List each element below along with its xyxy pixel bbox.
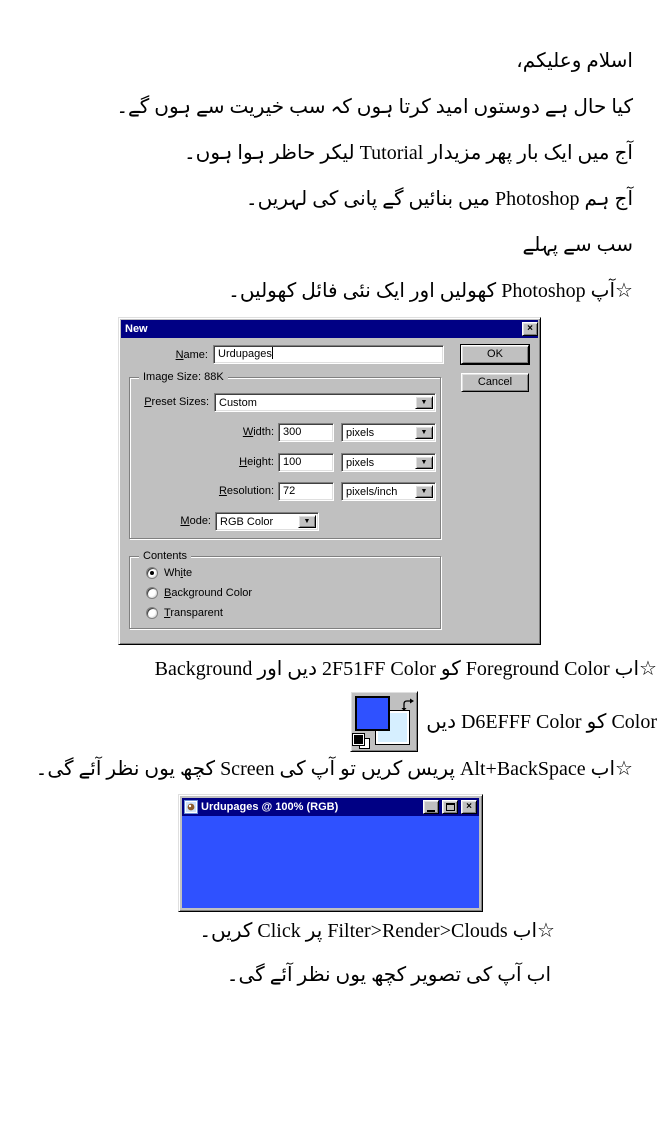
intro-line: کیا حال ہے دوستوں امید کرتا ہوں کہ سب خیریت سے ہوں گے۔ xyxy=(116,96,633,118)
document-icon xyxy=(184,800,198,814)
image-size-group-label: Image Size: 88K xyxy=(139,371,228,384)
radio-background-color[interactable] xyxy=(146,585,252,601)
radio-white-label: White xyxy=(164,567,193,579)
dialog-title: New xyxy=(125,323,148,335)
minimize-button[interactable] xyxy=(423,800,439,814)
image-window xyxy=(178,794,483,912)
color-step-paragraph xyxy=(4,648,657,752)
chevron-down-icon[interactable]: ▼ xyxy=(298,515,316,528)
resolution-label: Resolution: xyxy=(218,485,274,497)
intro-text xyxy=(20,38,633,314)
text-caret xyxy=(272,347,273,359)
radio-transparent[interactable] xyxy=(146,605,223,621)
intro-line: آج میں ایک بار پھر مزیدار Tutorial لیکر حاظر ہوا ہوں۔ xyxy=(183,142,633,164)
height-input[interactable]: 100 xyxy=(278,453,334,472)
chevron-down-icon[interactable]: ▼ xyxy=(415,426,433,439)
intro-line: اسلام وعلیکم، xyxy=(516,50,633,72)
image-canvas[interactable] xyxy=(182,816,479,908)
maximize-icon xyxy=(446,803,455,811)
default-colors-icon[interactable] xyxy=(353,734,370,749)
maximize-button[interactable] xyxy=(442,800,458,814)
image-window-title: Urdupages @ 100% (RGB) xyxy=(201,801,339,813)
radio-icon xyxy=(146,587,158,599)
mode-label: Mode: xyxy=(180,515,211,527)
close-button[interactable] xyxy=(461,800,477,814)
close-button[interactable] xyxy=(522,322,538,336)
close-icon: × xyxy=(527,323,533,334)
minimize-icon xyxy=(427,810,435,812)
radio-icon xyxy=(146,567,158,579)
chevron-down-icon[interactable]: ▼ xyxy=(415,396,433,409)
intro-line: ☆آپ Photoshop کھولیں اور ایک نئی فائل کھولیں۔ xyxy=(228,280,633,302)
width-label: Width: xyxy=(242,426,274,438)
preset-sizes-label: Preset Sizes: xyxy=(144,396,209,408)
alt-backspace-step: ☆اب Alt+BackSpace پریس کریں تو آپ کی Screen کچھ یوں نظر آئے گی۔ xyxy=(35,758,633,780)
chevron-down-icon[interactable]: ▼ xyxy=(415,456,433,469)
intro-line: سب سے پہلے xyxy=(522,234,633,256)
radio-icon xyxy=(146,607,158,619)
ok-button[interactable]: OK xyxy=(461,345,529,364)
radio-background-color-label: Background Color xyxy=(164,587,253,599)
radio-white[interactable] xyxy=(146,565,192,581)
dialog-titlebar[interactable] xyxy=(121,320,538,338)
image-window-titlebar[interactable] xyxy=(182,798,479,816)
contents-group-label: Contents xyxy=(139,550,191,563)
cancel-button[interactable]: Cancel xyxy=(461,373,529,392)
foreground-color-swatch[interactable] xyxy=(355,696,390,731)
width-input[interactable]: 300 xyxy=(278,423,334,442)
color-step-line2: Color کو D6EFFF Color دیں xyxy=(426,710,657,733)
width-unit-select[interactable]: pixels ▼ xyxy=(341,423,436,442)
preset-sizes-select[interactable]: Custom ▼ xyxy=(214,393,436,412)
color-step-line1: ☆اب Foreground Color کو 2F51FF Color دیں اور Background xyxy=(154,658,657,680)
close-icon: × xyxy=(466,801,472,812)
name-label: Name: xyxy=(175,349,208,361)
radio-transparent-label: Transparent xyxy=(164,607,223,619)
height-unit-select[interactable]: pixels ▼ xyxy=(341,453,436,472)
swap-colors-icon[interactable] xyxy=(401,694,415,717)
filter-clouds-step: ☆اب Filter>Render>Clouds پر Click کریں۔ xyxy=(199,920,555,942)
chevron-down-icon[interactable]: ▼ xyxy=(415,485,433,498)
name-input[interactable]: Urdupages xyxy=(213,345,444,364)
height-label: Height: xyxy=(239,456,274,468)
resolution-unit-select[interactable]: pixels/inch ▼ xyxy=(341,482,436,501)
resolution-input[interactable]: 72 xyxy=(278,482,334,501)
intro-line: آج ہم Photoshop میں بنائیں گے پانی کی لہریں۔ xyxy=(245,188,633,210)
color-swatch-panel xyxy=(350,691,418,752)
mode-select[interactable]: RGB Color ▼ xyxy=(215,512,319,531)
result-note: اب آپ کی تصویر کچھ یوں نظر آئے گی۔ xyxy=(226,964,551,986)
new-dialog xyxy=(118,317,541,645)
